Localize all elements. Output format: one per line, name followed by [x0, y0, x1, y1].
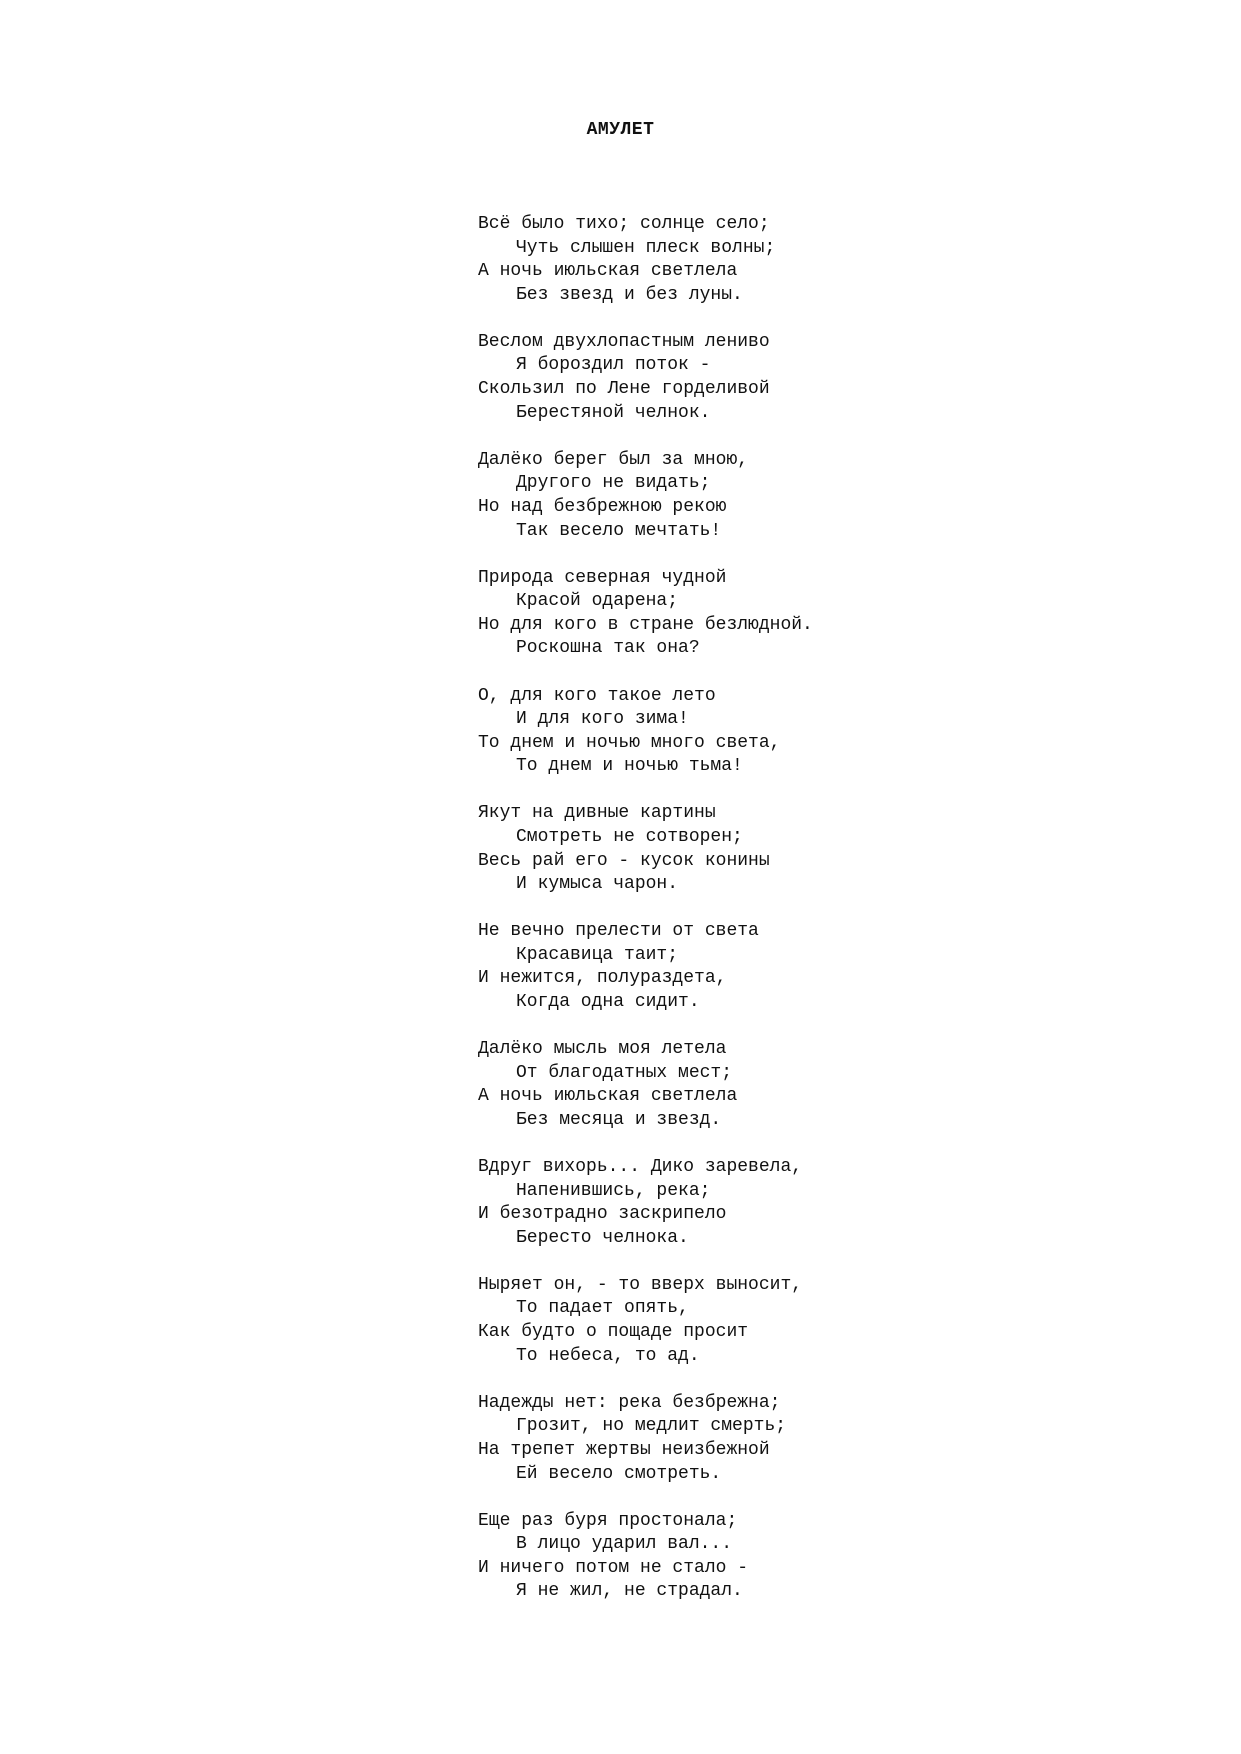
stanza-6 — [478, 802, 1078, 896]
poem-body — [478, 213, 1078, 1628]
poem-line: Роскошна так она? — [516, 638, 700, 659]
poem-line: Когда одна сидит. — [516, 992, 700, 1013]
poem-line: От благодатных мест; — [516, 1062, 733, 1083]
poem-line: Бересто челнока. — [516, 1227, 689, 1248]
poem-line: Еще раз буря простонала; — [478, 1510, 738, 1531]
stanza-12 — [478, 1510, 1078, 1604]
poem-line: Берестяной челнок. — [516, 402, 711, 423]
poem-line: Без месяца и звезд. — [516, 1109, 722, 1130]
poem-line: Так весело мечтать! — [516, 520, 722, 541]
poem-line: В лицо ударил вал... — [516, 1534, 733, 1555]
poem-line: Надежды нет: река безбрежна; — [478, 1392, 781, 1413]
poem-line: Но для кого в стране безлюдной. — [478, 614, 813, 635]
poem-line: Как будто о пощаде просит — [478, 1322, 749, 1343]
poem-line: Вдруг вихорь... Дико заревела, — [478, 1157, 803, 1177]
stanza-2 — [478, 331, 1078, 425]
poem-line: Скользил по Лене горделивой — [478, 379, 770, 400]
poem-line: Природа северная чудной — [478, 567, 727, 588]
poem-line: Смотреть не сотворен; — [516, 826, 743, 847]
poem-line: Всё было тихо; солнце село; — [478, 214, 770, 234]
poem-line: Я бороздил поток - — [516, 355, 711, 376]
poem-line: На трепет жертвы неизбежной — [478, 1439, 770, 1460]
poem-line: Чуть слышен плеск волны; — [516, 237, 776, 258]
poem-line: Ныряет он, - то вверх выносит, — [478, 1274, 803, 1295]
poem-line: Без звезд и без луны. — [516, 284, 743, 305]
poem-line: То небеса, то ад. — [516, 1345, 700, 1366]
poem-line: Далёко мысль моя летела — [478, 1039, 727, 1060]
poem-line: Якут на дивные картины — [478, 803, 716, 824]
poem-line: Не вечно прелести от света — [478, 921, 759, 942]
poem-line: И ничего потом не стало - — [478, 1557, 749, 1578]
poem-line: А ночь июльская светлела — [478, 1086, 738, 1107]
poem-line: Грозит, но медлит смерть; — [516, 1416, 787, 1437]
poem-line: Ей весело смотреть. — [516, 1463, 722, 1484]
poem-line: Весь рай его - кусок конины — [478, 850, 770, 871]
poem-line: Веслом двухлопастным лениво — [478, 331, 770, 352]
poem-line: И безотрадно заскрипело — [478, 1204, 727, 1225]
poem-line: И для кого зима! — [516, 709, 689, 730]
stanza-5 — [478, 685, 1078, 779]
poem-title: АМУЛЕТ — [586, 120, 655, 140]
poem-line: Красой одарена; — [516, 591, 679, 612]
poem-line: То падает опять, — [516, 1298, 689, 1319]
poem-line: А ночь июльская светлела — [478, 261, 738, 282]
poem-line: Напенившись, река; — [516, 1180, 711, 1201]
poem-line: И нежится, полураздета, — [478, 968, 727, 989]
stanza-11 — [478, 1392, 1078, 1486]
stanza-4 — [478, 567, 1078, 661]
poem-line: То днем и ночью тьма! — [516, 756, 743, 777]
poem-line: Другого не видать; — [516, 473, 711, 494]
poem-line: И кумыса чарон. — [516, 874, 679, 895]
poem-line: Далёко берег был за мною, — [478, 449, 749, 470]
poem-line: О, для кого такое лето — [478, 685, 716, 706]
stanza-1 — [478, 213, 1078, 307]
stanza-8 — [478, 1038, 1078, 1132]
stanza-3 — [478, 449, 1078, 543]
stanza-7 — [478, 920, 1078, 1014]
stanza-9 — [478, 1156, 1078, 1250]
poem-line: Я не жил, не страдал. — [516, 1581, 743, 1602]
poem-line: Красавица таит; — [516, 944, 679, 965]
poem-line: То днем и ночью много света, — [478, 732, 781, 753]
poem-line: Но над безбрежною рекою — [478, 496, 727, 517]
stanza-10 — [478, 1274, 1078, 1368]
